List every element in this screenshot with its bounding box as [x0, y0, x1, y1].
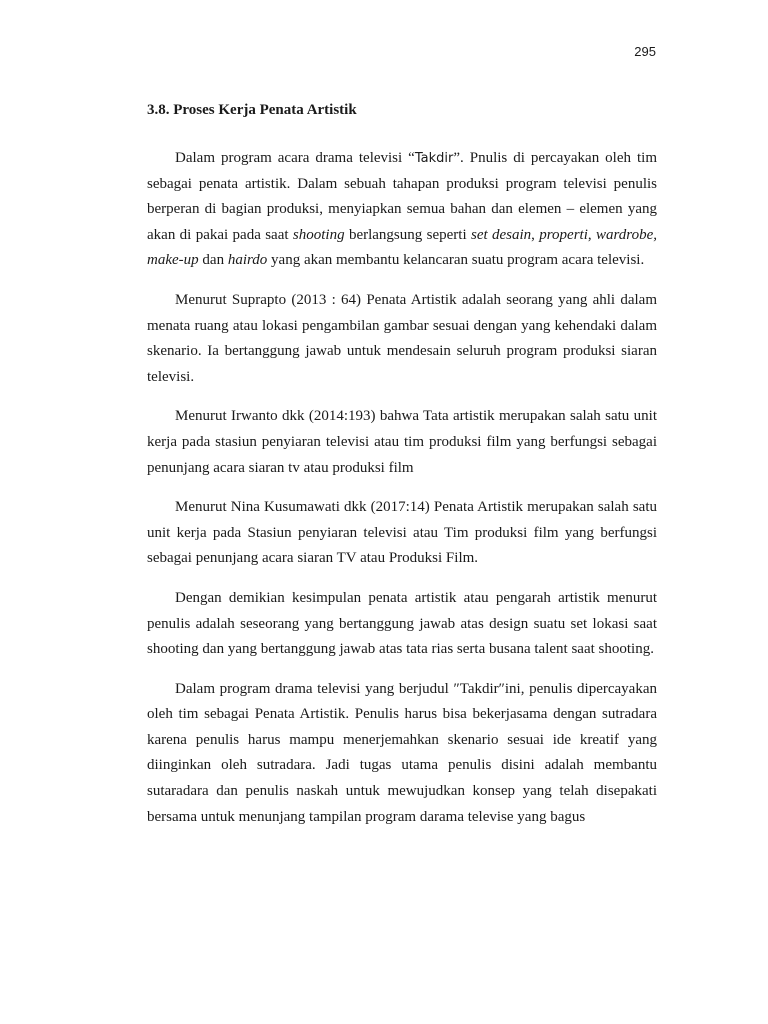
p1-text-3: ”. Pnulis di percayakan oleh tim sebagai penata artistik. Dalam sebuah tahapan produksi program televisi penulis berperan di bagian produksi, menyiapkan semua bahan dan elemen – elemen yang akan di pakai pada saat — [147, 150, 657, 243]
p1-text-8: yang akan membantu kelancaran suatu program acara televisi. — [267, 252, 645, 269]
paragraph-4: Menurut Nina Kusumawati dkk (2017:14) Penata Artistik merupakan salah satu unit kerja pada Stasiun penyiaran televisi atau Tim produksi film yang berfungsi sebagai penunjang acara siaran TV atau Produksi Film. — [147, 499, 657, 567]
p1-text-5: , — [531, 226, 540, 243]
p1-text-6: , — [587, 226, 597, 243]
p1-text-1: Dalam program acara drama televisi “ — [175, 150, 415, 166]
p1-italic-wardrobe: wardrobe, make-up — [147, 226, 657, 269]
page-content — [147, 100, 657, 844]
paragraph-2: Menurut Suprapto (2013 : 64) Penata Artistik adalah seorang yang ahli dalam menata ruang atau lokasi pengambilan gambar sesuai dengan yang kehendaki dalam skenario. Ia bertanggung jawab untuk mendesain seluruh program produksi siaran televisi. — [147, 291, 657, 385]
p1-text-7: dan — [198, 252, 228, 269]
paragraph-5: Dengan demikian kesimpulan penata artistik atau pengarah artistik menurut penulis adalah seseorang yang bertanggung jawab atas design suatu set lokasi saat shooting dan yang bertanggung jawab atas tata rias serta busana talent saat shooting. — [147, 589, 657, 658]
paragraph-6: Dalam program drama televisi yang berjudul ″Takdir″ini, penulis dipercayakan oleh tim sebagai Penata Artistik. Penulis harus bisa bekerjasama dengan sutradara karena penulis harus mampu menerjemahkan skenario sesuai ide kreatif yang diinginkan oleh sutradara. Jadi tugas utama penulis disini adalah membantu sutaradara dan penulis naskah untuk mewujudkan konsep yang telah disepakati bersama untuk menunjang tampilan program darama televise yang bagus — [147, 680, 657, 825]
section-heading: 3.8. Proses Kerja Penata Artistik — [147, 102, 357, 118]
paragraph-1 — [147, 146, 657, 274]
p1-italic-shooting: shooting — [292, 226, 345, 243]
p1-italic-set-desain: set desain — [470, 226, 532, 243]
p1-text-4: berlangsung seperti — [344, 226, 471, 243]
p1-italic-hairdo: hairdo — [227, 252, 268, 269]
p1-title-takdir: Takdir — [414, 151, 454, 166]
p1-italic-properti: properti — [539, 226, 588, 243]
page-number: 295 — [634, 44, 656, 59]
paragraph-3: Menurut Irwanto dkk (2014:193) bahwa Tata artistik merupakan salah satu unit kerja pada stasiun penyiaran televisi atau tim produksi film yang berfungsi sebagai penunjang acara siaran tv atau produksi film — [147, 408, 657, 476]
